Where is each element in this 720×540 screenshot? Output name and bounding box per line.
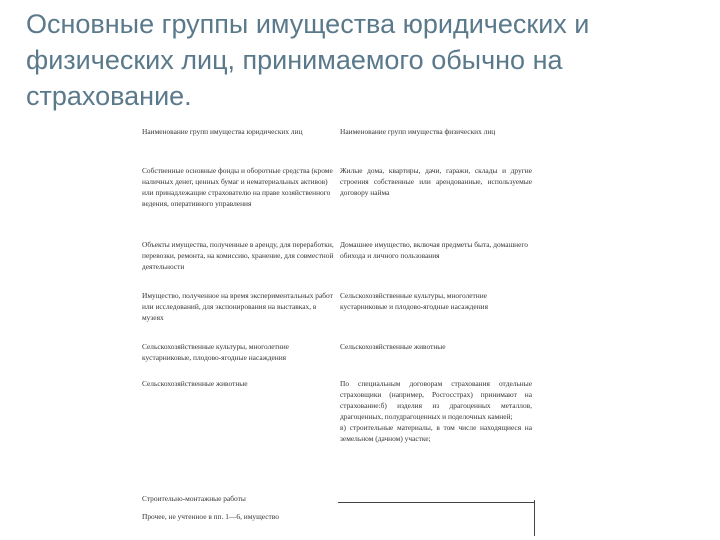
page-title: Основные группы имущества юридических и физических лиц, принимаемого обычно на страхование. bbox=[26, 9, 590, 111]
right-header: Наименование групп имущества физических лиц bbox=[340, 127, 496, 136]
right-row-2: Домашнее имущество, включая предметы быта, домашнего обихода и личного пользования bbox=[340, 240, 528, 260]
right-row-4: Сельскохозяйственные животные bbox=[340, 342, 446, 351]
left-row-2: Объекты имущества, полученные в аренду, для переработки, перевозки, ремонта, на комиссию, хранение, для совместной деятельности bbox=[142, 240, 334, 271]
property-groups-table bbox=[138, 122, 538, 540]
right-row-3: Сельскохозяйственные культуры, многолетние кустарниковые и плодово-ягодные насаждения bbox=[340, 291, 489, 311]
left-header: Наименование групп имущества юридических лиц bbox=[142, 127, 303, 136]
left-row-1: Собственные основные фонды и оборотные средства (кроме наличных денег, ценных бумаг и нематериальных активов) или принадлежащие страхователю на праве хозяйственного ведения, оперативного управления bbox=[142, 166, 333, 208]
right-row-5: По специальным договорам страхования отдельные страховщики (например, Росгосстрах) принимают на страхование:б) изделия из драгоценных металлов, драгоценных, полудрагоценных и поделочных камней; в) строительные материалы, в том числе находящиеся на земельном (дачном) участке; bbox=[340, 379, 532, 443]
left-row-4: Сельскохозяйственные культуры, многолетние кустарниковые, плодово-ягодные насаждения bbox=[142, 342, 289, 362]
left-row-3: Имущество, полученное на время экспериментальных работ или исследований, для экспонирования на выставках, в музеях bbox=[142, 291, 333, 322]
table-rule-horizontal bbox=[338, 502, 534, 503]
left-row-6: Строительно-монтажные работы bbox=[142, 494, 246, 503]
table-rule-vertical bbox=[534, 500, 535, 536]
left-row-5: Сельскохозяйственные животные bbox=[142, 379, 248, 388]
left-row-7: Прочее, не учтенное в пп. 1—6, имущество bbox=[142, 512, 279, 521]
right-row-1: Жилые дома, квартиры, дачи, гаражи, склады и другие строения собственные или арендованные, используемые договору найма bbox=[340, 166, 532, 197]
